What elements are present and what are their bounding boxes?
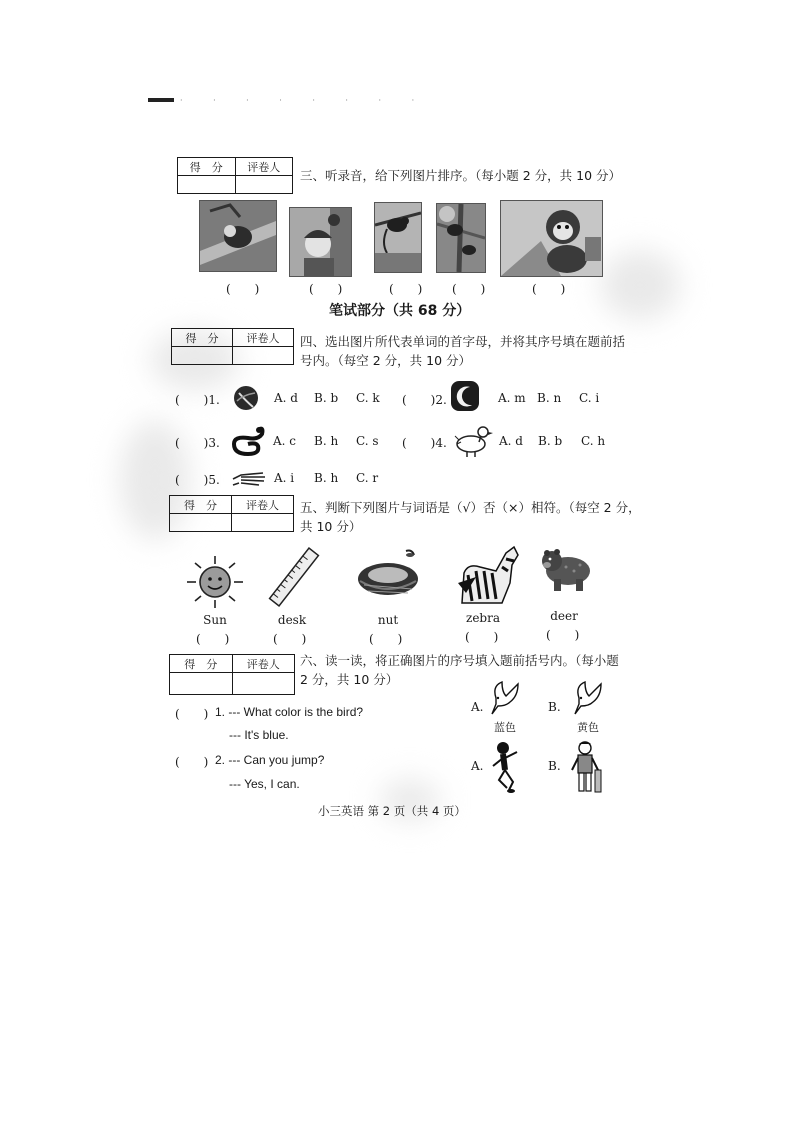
item-blank[interactable]: ( )4.: [402, 436, 447, 450]
monkey-photo-icon: [199, 200, 277, 272]
answer-text: --- It's blue.: [229, 728, 289, 742]
snake-icon: [228, 424, 266, 458]
question-blank[interactable]: ( ): [175, 707, 209, 721]
cartoon-monkey-photo-icon: [500, 200, 603, 277]
score-label: 得 分: [172, 329, 233, 347]
grader-label: 评卷人: [232, 496, 294, 514]
option-letter: A.: [471, 700, 484, 714]
item-blank[interactable]: ( )1.: [175, 393, 220, 407]
word-label: nut: [377, 613, 399, 627]
item-blank[interactable]: ( )3.: [175, 436, 220, 450]
option: A. d: [499, 434, 523, 448]
option-caption: 黄色: [577, 721, 599, 734]
ruler-icon: [266, 545, 322, 609]
grader-cell[interactable]: [233, 347, 294, 365]
grader-cell[interactable]: [232, 514, 294, 532]
monkeys-in-tree-photo-icon: [436, 203, 486, 273]
question-text: 1. --- What color is the bird?: [215, 705, 364, 719]
item-blank[interactable]: ( )2.: [402, 393, 447, 407]
duck-icon: [453, 422, 493, 458]
answer-blank[interactable]: ( ): [546, 628, 580, 642]
grader-cell[interactable]: [235, 176, 293, 194]
standing-child-icon: [569, 740, 603, 796]
section6-title-line2: 2 分，共 10 分）: [300, 672, 399, 687]
answer-blank[interactable]: ( ): [389, 282, 423, 296]
score-label: 得 分: [178, 158, 236, 176]
option: C. s: [356, 434, 379, 448]
nest-icon: [352, 547, 422, 605]
bird-icon: [571, 680, 603, 716]
scan-mark: [148, 98, 174, 102]
score-table-section3: [177, 157, 293, 194]
answer-blank[interactable]: ( ): [309, 282, 343, 296]
question-blank[interactable]: ( ): [175, 755, 209, 769]
option-caption: 蓝色: [494, 721, 516, 734]
option: A. i: [274, 471, 295, 485]
word-label: deer: [550, 609, 578, 623]
grader-label: 评卷人: [232, 655, 295, 673]
score-cell[interactable]: [170, 673, 233, 695]
jumping-child-icon: [487, 740, 523, 794]
word-label: zebra: [466, 611, 500, 625]
section4-title-line2: 号内。（每空 2 分，共 10 分）: [300, 353, 472, 368]
score-table-section4: [171, 328, 294, 365]
page-footer: 小三英语 第 2 页（共 4 页）: [318, 804, 466, 818]
score-cell[interactable]: [170, 514, 232, 532]
answer-blank[interactable]: ( ): [465, 630, 499, 644]
section3-title: 三、听录音，给下列图片排序。（每小题 2 分，共 10 分）: [300, 168, 622, 183]
option-letter: A.: [471, 759, 484, 773]
option: B. b: [538, 434, 563, 448]
answer-blank[interactable]: ( ): [452, 282, 486, 296]
section4-title-line1: 四、选出图片所代表单词的首字母，并将其序号填在题前括: [300, 334, 626, 349]
answer-blank[interactable]: ( ): [196, 632, 230, 646]
option: C. r: [356, 471, 379, 485]
score-label: 得 分: [170, 655, 233, 673]
girl-with-monkey-photo-icon: [289, 207, 352, 277]
option: C. h: [581, 434, 606, 448]
zebra-icon: [456, 543, 524, 605]
score-cell[interactable]: [172, 347, 233, 365]
option: A. m: [498, 391, 526, 405]
option: A. c: [273, 434, 297, 448]
option-letter: B.: [548, 759, 561, 773]
score-cell[interactable]: [178, 176, 236, 194]
option: C. k: [356, 391, 380, 405]
bird-icon: [488, 680, 520, 716]
written-section-heading: 笔试部分（共 68 分）: [329, 303, 471, 319]
grader-cell[interactable]: [232, 673, 295, 695]
answer-blank[interactable]: ( ): [532, 282, 566, 296]
answer-blank[interactable]: ( ): [273, 632, 307, 646]
section5-title-line1: 五、判断下列图片与词语是（√）否（×）相符。（每空 2 分，: [300, 500, 641, 515]
monkey-on-branch-photo-icon: [374, 202, 422, 273]
question-text: 2. --- Can you jump?: [215, 753, 325, 767]
moon-icon: [450, 380, 480, 412]
ball-icon: [233, 383, 259, 411]
section6-title-line1: 六、读一读，将正确图片的序号填入题前括号内。（每小题: [300, 653, 619, 668]
section5-title-line2: 共 10 分）: [300, 519, 362, 534]
score-table-section6: [169, 654, 295, 695]
option: B. h: [314, 471, 339, 485]
answer-blank[interactable]: ( ): [369, 632, 403, 646]
hand-icon: [231, 467, 267, 487]
score-label: 得 分: [170, 496, 232, 514]
option: B. b: [314, 391, 339, 405]
option: B. n: [537, 391, 562, 405]
answer-text: --- Yes, I can.: [229, 777, 300, 791]
bear-icon: [540, 545, 592, 593]
answer-blank[interactable]: ( ): [226, 282, 260, 296]
score-table-section5: [169, 495, 294, 532]
option: A. d: [274, 391, 298, 405]
grader-label: 评卷人: [233, 329, 294, 347]
sun-icon: [186, 555, 244, 609]
word-label: Sun: [203, 613, 227, 627]
option: B. h: [314, 434, 339, 448]
option-letter: B.: [548, 700, 561, 714]
option: C. i: [579, 391, 600, 405]
item-blank[interactable]: ( )5.: [175, 473, 220, 487]
word-label: desk: [277, 613, 307, 627]
grader-label: 评卷人: [235, 158, 293, 176]
scan-dots: · · · · · · · ·: [180, 96, 429, 105]
